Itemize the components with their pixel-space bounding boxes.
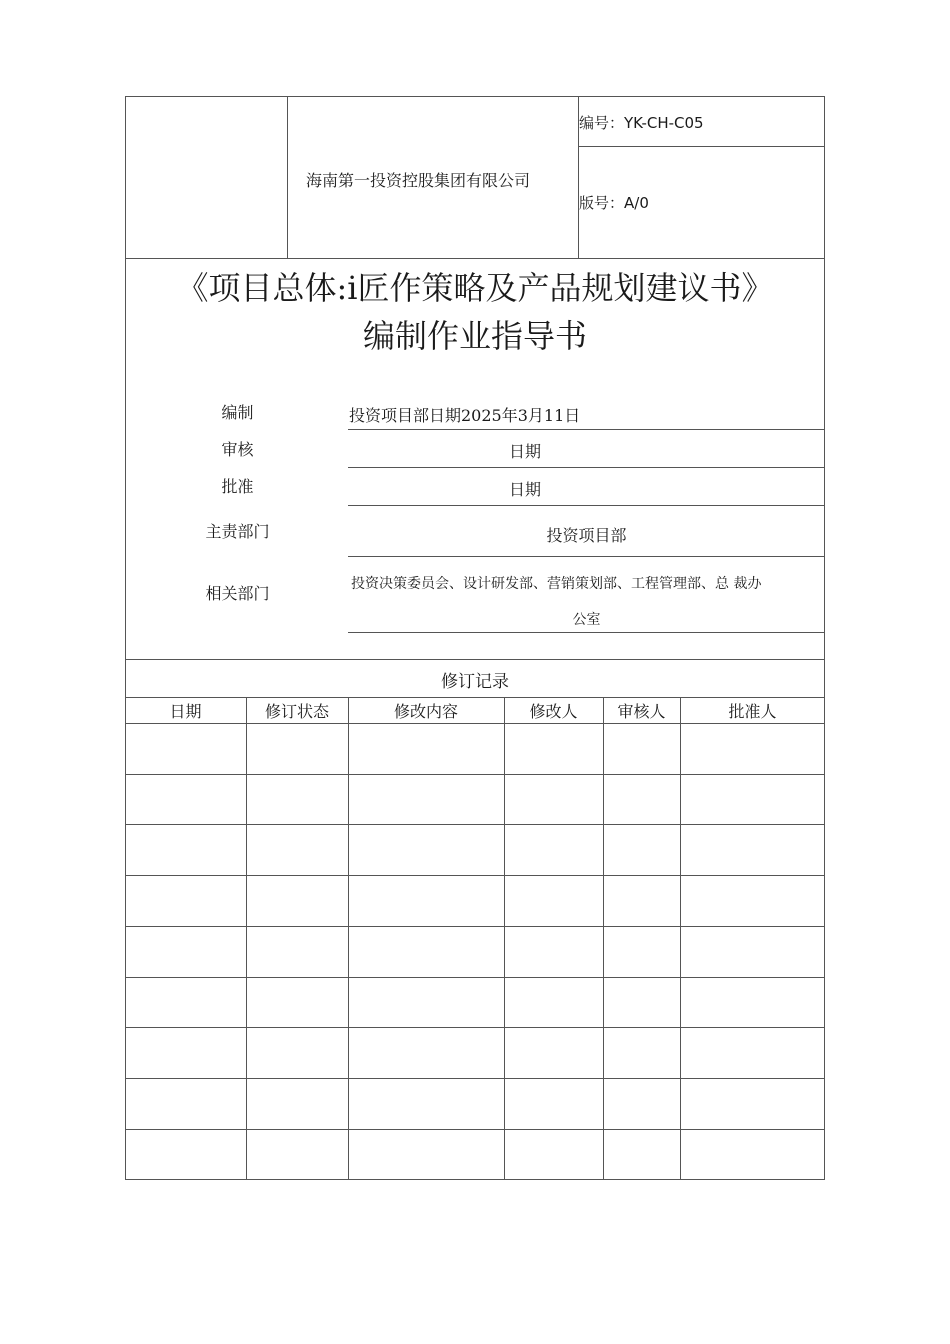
column-header: 修改内容 (393, 702, 458, 721)
table-row (125, 1078, 825, 1129)
column-header: 修改人 (529, 702, 578, 721)
header-bottom-rule (125, 258, 825, 259)
revision-title: 修订记录 (441, 672, 509, 692)
related-dept-value-line2: 公室 (572, 612, 601, 628)
lead-dept-value: 投资项目部 (546, 526, 627, 545)
lead-dept-underline (348, 556, 825, 557)
compile-underline (348, 429, 825, 430)
version-label: 版号： (579, 194, 625, 212)
column-header: 日期 (169, 702, 202, 721)
related-dept-label: 相关部门 (205, 584, 270, 603)
revision-title-rule (125, 697, 825, 698)
table-row (125, 1129, 825, 1180)
review-date: 日期 (508, 442, 541, 461)
document-title-line2: 编制作业指导书 (362, 317, 587, 355)
table-row (125, 977, 825, 1028)
document-version (579, 192, 649, 213)
review-underline (348, 467, 825, 468)
header-code-divider (578, 146, 825, 147)
table-row (125, 875, 825, 926)
table-row (125, 1027, 825, 1078)
header-divider-1 (287, 96, 288, 258)
lead-dept-label: 主责部门 (205, 522, 270, 541)
version-value: A/0 (624, 194, 649, 212)
approve-date: 日期 (508, 480, 541, 499)
related-dept-underline (348, 632, 825, 633)
column-header: 修订状态 (264, 702, 329, 721)
revision-top-rule (125, 659, 825, 660)
review-label: 审核 (221, 440, 254, 459)
table-row (125, 774, 825, 825)
column-header: 批准人 (728, 702, 777, 721)
approve-underline (348, 505, 825, 506)
related-dept-value-line1: 投资决策委员会、设计研发部、营销策划部、工程管理部、总 裁办 (351, 576, 762, 592)
company-name: 海南第一投资控股集团有限公司 (306, 171, 531, 190)
table-row (125, 824, 825, 875)
compile-value: 投资项目部日期2025年3月11日 (349, 406, 581, 425)
compile-label: 编制 (221, 403, 254, 422)
table-row (125, 926, 825, 977)
document-code (579, 112, 704, 133)
approve-label: 批准 (221, 477, 254, 496)
code-label: 编号： (579, 114, 625, 132)
code-value: YK-CH-C05 (624, 114, 704, 132)
table-row (125, 723, 825, 774)
column-header: 审核人 (617, 702, 666, 721)
document-title-line1: 《项目总体:i匠作策略及产品规划建议书》 (176, 269, 774, 307)
